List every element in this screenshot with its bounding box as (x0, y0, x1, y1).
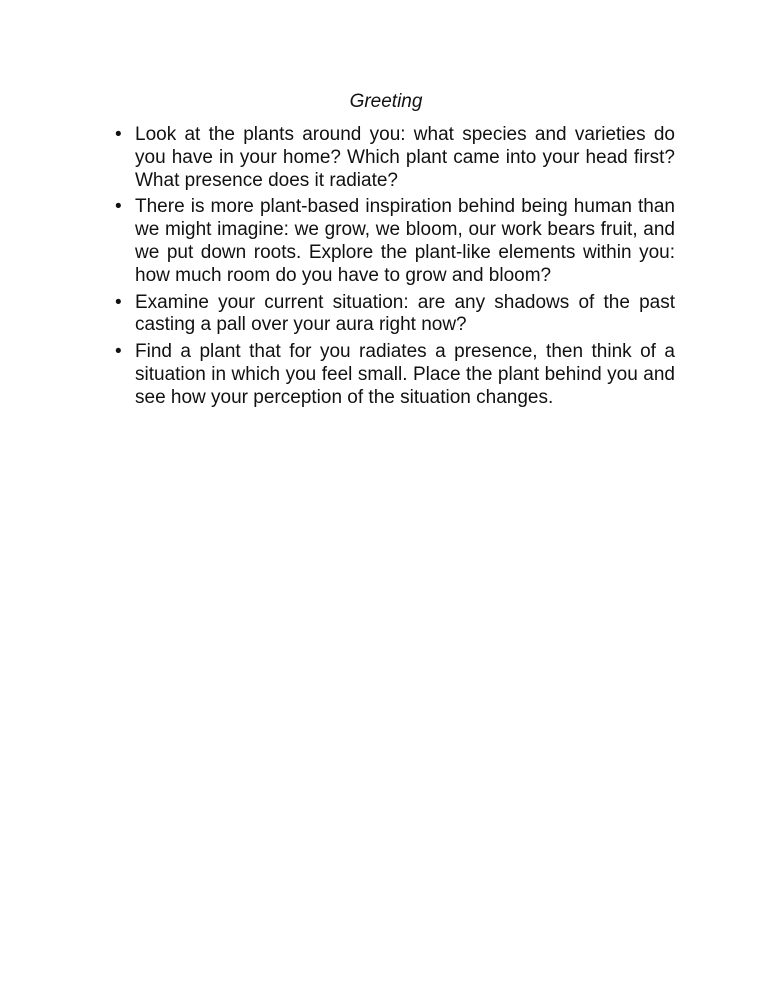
bullet-list (115, 124, 675, 414)
list-item-text: Look at the plants around you: what species and varieties do you have in your home? Which plant came into your head first? What presence does it radiate? (135, 124, 675, 191)
bullet-icon: • (115, 124, 122, 145)
list-item (115, 124, 675, 192)
bullet-icon: • (115, 291, 122, 313)
list-item-text: Examine your current situation: are any shadows of the past casting a pall over your aura right now? (135, 291, 675, 336)
bullet-icon: • (115, 341, 122, 363)
list-item-text: There is more plant-based inspiration behind being human than we might imagine: we grow, we bloom, our work bears fruit, and we put down roots. Explore the plant-like elements within you: how much room do you have to grow and bloom? (135, 196, 675, 286)
section-title: Greeting (349, 91, 423, 112)
list-item (115, 196, 675, 287)
bullet-icon: • (115, 196, 122, 218)
list-item (115, 341, 675, 409)
list-item (115, 291, 675, 338)
list-item-text: Find a plant that for you radiates a presence, then think of a situation in which you feel small. Place the plant behind you and see how your perception of the situation changes. (135, 341, 675, 408)
